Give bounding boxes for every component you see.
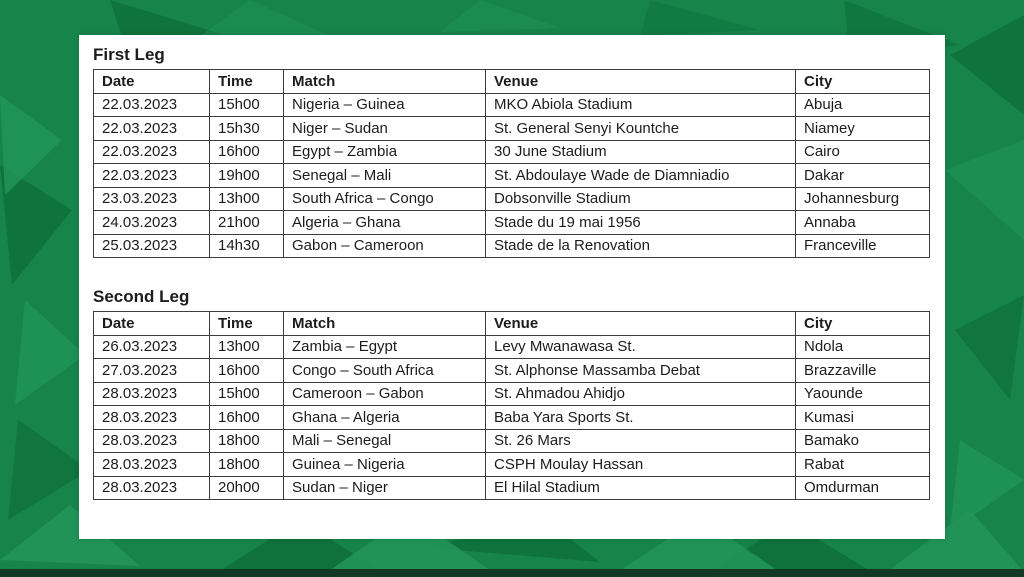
table-cell: St. 26 Mars bbox=[486, 429, 796, 453]
table-cell: 28.03.2023 bbox=[94, 382, 210, 406]
table-cell: 28.03.2023 bbox=[94, 406, 210, 430]
table-cell: 18h00 bbox=[210, 453, 284, 477]
table-cell: 22.03.2023 bbox=[94, 164, 210, 188]
table-cell: Stade du 19 mai 1956 bbox=[486, 211, 796, 235]
table-cell: 23.03.2023 bbox=[94, 187, 210, 211]
table-cell: 16h00 bbox=[210, 406, 284, 430]
table-cell: 28.03.2023 bbox=[94, 453, 210, 477]
table-row bbox=[94, 429, 930, 453]
table-row bbox=[94, 117, 930, 141]
table-row bbox=[94, 234, 930, 258]
table-cell: 20h00 bbox=[210, 476, 284, 500]
table-cell: St. General Senyi Kountche bbox=[486, 117, 796, 141]
table-row bbox=[94, 335, 930, 359]
table-cell: 22.03.2023 bbox=[94, 93, 210, 117]
table-cell: El Hilal Stadium bbox=[486, 476, 796, 500]
table-cell: Rabat bbox=[796, 453, 930, 477]
table-cell: Algeria – Ghana bbox=[284, 211, 486, 235]
table-header-row bbox=[94, 70, 930, 94]
second-leg-table bbox=[93, 311, 930, 500]
table-cell: 22.03.2023 bbox=[94, 140, 210, 164]
table-cell: St. Alphonse Massamba Debat bbox=[486, 359, 796, 383]
table-cell: Ghana – Algeria bbox=[284, 406, 486, 430]
column-header: Date bbox=[94, 312, 210, 336]
table-cell: Abuja bbox=[796, 93, 930, 117]
table-cell: Sudan – Niger bbox=[284, 476, 486, 500]
table-header-row bbox=[94, 312, 930, 336]
table-cell: 27.03.2023 bbox=[94, 359, 210, 383]
column-header: City bbox=[796, 70, 930, 94]
table-row bbox=[94, 406, 930, 430]
table-cell: 15h00 bbox=[210, 382, 284, 406]
table-cell: Nigeria – Guinea bbox=[284, 93, 486, 117]
table-row bbox=[94, 93, 930, 117]
table-cell: St. Ahmadou Ahidjo bbox=[486, 382, 796, 406]
first-leg-table bbox=[93, 69, 930, 258]
table-cell: Niamey bbox=[796, 117, 930, 141]
table-cell: Johannesburg bbox=[796, 187, 930, 211]
table-cell: 21h00 bbox=[210, 211, 284, 235]
column-header: Venue bbox=[486, 70, 796, 94]
table-cell: Ndola bbox=[796, 335, 930, 359]
table-cell: 13h00 bbox=[210, 335, 284, 359]
column-header: Time bbox=[210, 70, 284, 94]
table-cell: Brazzaville bbox=[796, 359, 930, 383]
column-header: Time bbox=[210, 312, 284, 336]
table-cell: South Africa – Congo bbox=[284, 187, 486, 211]
table-row bbox=[94, 211, 930, 235]
table-cell: Mali – Senegal bbox=[284, 429, 486, 453]
table-cell: Levy Mwanawasa St. bbox=[486, 335, 796, 359]
table-cell: 14h30 bbox=[210, 234, 284, 258]
table-row bbox=[94, 453, 930, 477]
table-cell: Guinea – Nigeria bbox=[284, 453, 486, 477]
table-cell: 25.03.2023 bbox=[94, 234, 210, 258]
table-cell: Baba Yara Sports St. bbox=[486, 406, 796, 430]
table-cell: 26.03.2023 bbox=[94, 335, 210, 359]
second-leg-title: Second Leg bbox=[93, 287, 190, 306]
table-cell: Cairo bbox=[796, 140, 930, 164]
table-cell: 16h00 bbox=[210, 359, 284, 383]
column-header: Match bbox=[284, 312, 486, 336]
first-leg-title: First Leg bbox=[93, 45, 165, 64]
table-row bbox=[94, 359, 930, 383]
table-cell: Dobsonville Stadium bbox=[486, 187, 796, 211]
table-cell: Bamako bbox=[796, 429, 930, 453]
table-cell: Stade de la Renovation bbox=[486, 234, 796, 258]
column-header: Date bbox=[94, 70, 210, 94]
schedule-card bbox=[79, 35, 945, 539]
table-cell: Gabon – Cameroon bbox=[284, 234, 486, 258]
table-cell: 19h00 bbox=[210, 164, 284, 188]
table-cell: CSPH Moulay Hassan bbox=[486, 453, 796, 477]
table-cell: Yaounde bbox=[796, 382, 930, 406]
table-row bbox=[94, 187, 930, 211]
second-leg-table-body bbox=[94, 335, 930, 500]
table-cell: 18h00 bbox=[210, 429, 284, 453]
first-leg-table-body bbox=[94, 93, 930, 258]
column-header: City bbox=[796, 312, 930, 336]
table-cell: St. Abdoulaye Wade de Diamniadio bbox=[486, 164, 796, 188]
table-cell: Annaba bbox=[796, 211, 930, 235]
table-cell: Dakar bbox=[796, 164, 930, 188]
table-cell: Congo – South Africa bbox=[284, 359, 486, 383]
table-cell: 15h00 bbox=[210, 93, 284, 117]
table-cell: 30 June Stadium bbox=[486, 140, 796, 164]
table-cell: 28.03.2023 bbox=[94, 476, 210, 500]
table-cell: Omdurman bbox=[796, 476, 930, 500]
column-header: Venue bbox=[486, 312, 796, 336]
table-cell: 15h30 bbox=[210, 117, 284, 141]
table-cell: Egypt – Zambia bbox=[284, 140, 486, 164]
table-cell: Niger – Sudan bbox=[284, 117, 486, 141]
table-row bbox=[94, 164, 930, 188]
table-row bbox=[94, 140, 930, 164]
table-cell: MKO Abiola Stadium bbox=[486, 93, 796, 117]
table-cell: 22.03.2023 bbox=[94, 117, 210, 141]
table-cell: 13h00 bbox=[210, 187, 284, 211]
table-cell: 16h00 bbox=[210, 140, 284, 164]
table-cell: Franceville bbox=[796, 234, 930, 258]
table-cell: Senegal – Mali bbox=[284, 164, 486, 188]
table-cell: Kumasi bbox=[796, 406, 930, 430]
table-row bbox=[94, 382, 930, 406]
column-header: Match bbox=[284, 70, 486, 94]
table-cell: Zambia – Egypt bbox=[284, 335, 486, 359]
table-cell: 24.03.2023 bbox=[94, 211, 210, 235]
table-cell: 28.03.2023 bbox=[94, 429, 210, 453]
table-cell: Cameroon – Gabon bbox=[284, 382, 486, 406]
table-row bbox=[94, 476, 930, 500]
bottom-strip bbox=[0, 569, 1024, 577]
